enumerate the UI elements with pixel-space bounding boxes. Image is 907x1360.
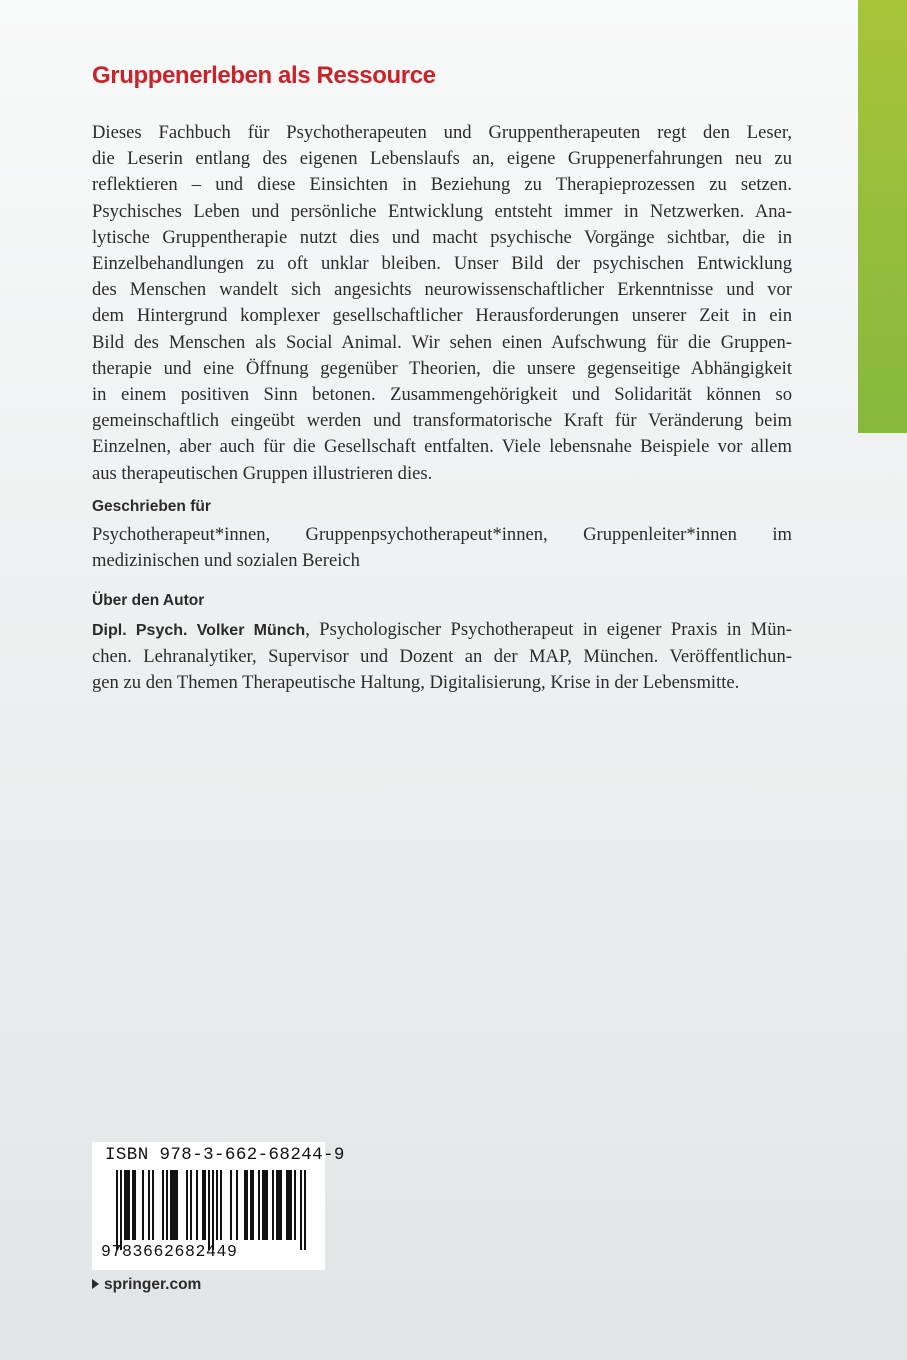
written-for-heading: Geschrieben für <box>92 498 211 515</box>
barcode-bar <box>170 1170 172 1240</box>
barcode-bar <box>208 1170 210 1250</box>
description-line: Einzelbehandlungen zu oft unklar bleiben. Unser Bild der psychischen Entwicklung <box>92 253 792 275</box>
written-for-text <box>92 522 792 574</box>
barcode-bar <box>290 1170 292 1240</box>
barcode-bar <box>220 1170 222 1240</box>
barcode-bar <box>202 1170 204 1240</box>
barcode-bar <box>176 1170 178 1240</box>
barcode-bar <box>216 1170 218 1240</box>
description-line: Dieses Fachbuch für Psychotherapeuten und Gruppentherapeuten regt den Leser, <box>92 122 792 143</box>
description-line: gemeinschaftlich eingeübt werden und transformatorische Kraft für Veränderung beim <box>92 410 792 432</box>
barcode-bar <box>186 1170 188 1240</box>
barcode-bar <box>230 1170 232 1240</box>
barcode-bar <box>162 1170 164 1240</box>
written-for-line: medizinischen und sozialen Bereich <box>92 550 360 572</box>
barcode-bar <box>174 1170 176 1240</box>
barcode-bar <box>264 1170 266 1240</box>
barcode-bar <box>304 1170 306 1250</box>
isbn-label: ISBN 978-3-662-68244-9 <box>105 1145 345 1165</box>
barcode-digits: 9783662682449 <box>101 1242 238 1261</box>
barcode-bar <box>116 1170 118 1250</box>
barcode-bar <box>148 1170 150 1240</box>
description-line: aus therapeutischen Gruppen illustrieren dies. <box>92 462 433 484</box>
barcode-bar <box>166 1170 168 1240</box>
barcode-bar <box>280 1170 282 1240</box>
description-line: lytische Gruppentherapie nutzt dies und macht psychische Vorgänge sichtbar, die in <box>92 226 792 248</box>
author-name: Dipl. Psych. Volker Münch <box>92 622 306 639</box>
barcode-bar <box>276 1170 278 1240</box>
barcode-bar <box>190 1170 192 1240</box>
barcode-bar <box>300 1170 302 1250</box>
author-line: chen. Lehranalytiker, Supervisor und Dozent an der MAP, München. Veröffentlichun- <box>92 646 792 668</box>
author-line-rest: , Psychologischer Psychotherapeut in eigener Praxis in Mün- <box>305 619 792 640</box>
green-accent-bar <box>858 0 907 433</box>
description-line: therapie und eine Öffnung gegenüber Theorien, die unsere gegenseitige Abhängigkeit <box>92 357 792 379</box>
barcode-bar <box>272 1170 274 1240</box>
barcode-bar <box>126 1170 128 1240</box>
about-author-heading: Über den Autor <box>92 592 205 609</box>
barcode-bar <box>262 1170 264 1240</box>
description-line: in einem positiven Sinn betonen. Zusammengehörigkeit und Solidarität können so <box>92 384 792 406</box>
barcode-bar <box>212 1170 214 1250</box>
barcode-bar <box>278 1170 280 1240</box>
barcode-bar <box>134 1170 136 1240</box>
barcode-bar <box>258 1170 260 1240</box>
about-author-text <box>92 617 792 697</box>
publisher-link[interactable] <box>92 1276 201 1294</box>
barcode-bar <box>246 1170 248 1240</box>
description-line: reflektieren – und diese Einsichten in Beziehung zu Therapieprozessen zu setzen. <box>92 174 792 196</box>
barcode-bar <box>266 1170 268 1240</box>
barcode-bar <box>252 1170 254 1240</box>
book-description <box>92 120 792 487</box>
author-line: gen zu den Themen Therapeutische Haltung, Digitalisierung, Krise in der Lebensmitte. <box>92 672 740 694</box>
barcode-bar <box>286 1170 288 1240</box>
barcode-bar <box>288 1170 290 1240</box>
author-line <box>92 617 792 644</box>
barcode-bar <box>132 1170 134 1240</box>
barcode-bar <box>128 1170 130 1240</box>
description-line: des Menschen wandelt sich angesichts neurowissenschaftlicher Erkenntnisse und vor <box>92 279 792 301</box>
barcode-bar <box>120 1170 122 1250</box>
barcode-bar <box>196 1170 198 1240</box>
description-line: dem Hintergrund komplexer gesellschaftlicher Herausforderungen unserer Zeit in ein <box>92 305 792 327</box>
description-line: Bild des Menschen als Social Animal. Wir sehen einen Aufschwung für die Gruppen- <box>92 331 792 353</box>
barcode-bar <box>204 1170 206 1240</box>
barcode-bar <box>250 1170 252 1240</box>
barcode-bar <box>236 1170 238 1240</box>
barcode-bar <box>124 1170 126 1240</box>
description-line: die Leserin entlang des eigenen Lebenslaufs an, eigene Gruppenerfahrungen neu zu <box>92 148 792 170</box>
isbn-barcode <box>92 1142 345 1270</box>
barcode-bar <box>152 1170 154 1240</box>
barcode-bar <box>172 1170 174 1240</box>
barcode-bar <box>244 1170 246 1240</box>
barcode-bar <box>294 1170 296 1240</box>
description-line: Psychisches Leben und persönliche Entwicklung entsteht immer in Netzwerken. Ana- <box>92 200 792 222</box>
written-for-line: Psychotherapeut*innen, Gruppenpsychotherapeut*innen, Gruppenleiter*innen im <box>92 524 792 545</box>
barcode-bar <box>142 1170 144 1240</box>
publisher-link-label: springer.com <box>104 1276 202 1293</box>
triangle-arrow-icon <box>92 1279 99 1289</box>
description-line: Einzelnen, aber auch für die Gesellschaft entfalten. Viele lebensnahe Beispiele vor allem <box>92 436 792 458</box>
book-title: Gruppenerleben als Ressource <box>92 62 436 89</box>
